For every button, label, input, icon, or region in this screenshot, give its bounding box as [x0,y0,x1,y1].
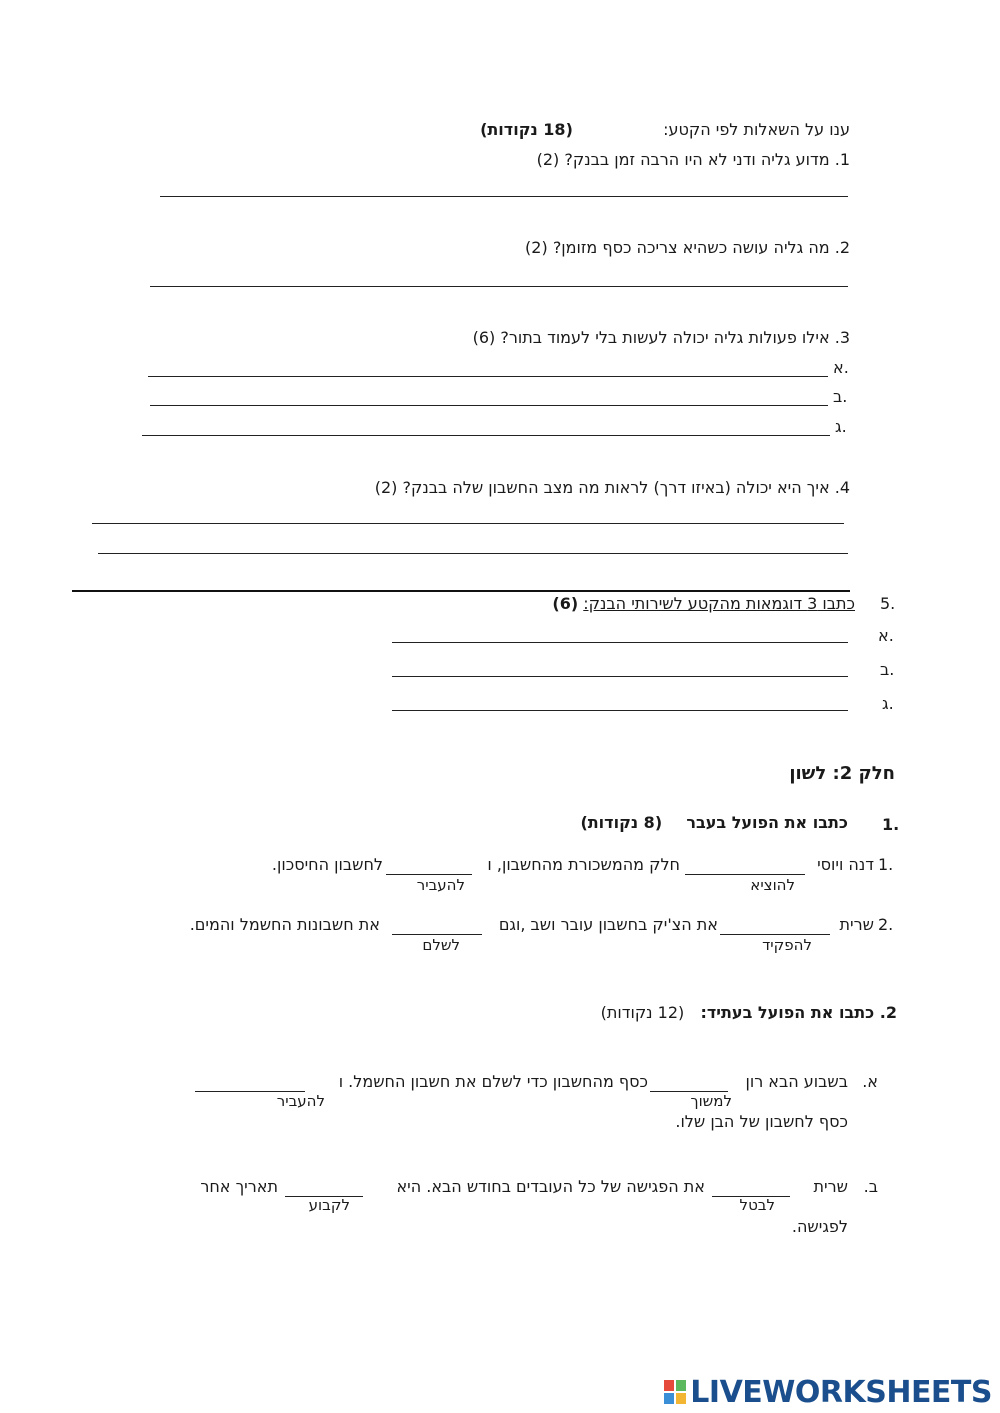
s2-heading [601,1003,897,1022]
answer-1-input[interactable] [160,178,848,197]
s1-item1-hint1: להוציא [750,876,795,894]
s2-points: (12 נקודות) [600,1003,685,1022]
question-3: 3. אילו פעולות גליה יכולה לעשות בלי לעמוד בתור? (6) [472,328,850,347]
s1-heading [580,813,848,832]
s1-title: כתבו את הפועל בעבר [686,813,848,832]
intro-points: (18 נקודות) [480,120,573,139]
logo-square-red [664,1380,674,1391]
s1-item1-word1: דנה ויוסי [817,855,874,874]
answer-3b-input[interactable] [150,387,828,406]
s2-b-word1: שרית [813,1177,848,1196]
s2-title: 2. כתבו את הפועל בעתיד: [700,1003,897,1022]
s1-item2-word2: את הצ'יק בחשבון עובר ושב ,וגם [498,915,718,934]
answer-5c-input[interactable] [392,692,848,711]
s1-item2-word1: שרית [839,915,874,934]
q3-label-a: א. [833,358,849,377]
question-5 [552,594,855,613]
s1-item1-word3: לחשבון החיסכון. [271,855,383,874]
logo-square-green [676,1380,686,1391]
logo-mark-icon [664,1380,686,1404]
section-divider [72,590,850,592]
s2-a-word3: כסף לחשבון של הבן שלו. [675,1112,848,1131]
q3-label-c: ג. [835,417,847,436]
s1-item2-blank1[interactable] [720,916,830,935]
answer-2-input[interactable] [150,268,848,287]
s1-item2-hint1: להפקיד [762,936,812,954]
s2-b-word2: את הפגישה של כל העובדים בחודש הבא. היא [396,1177,705,1196]
s1-points: (8 נקודות) [580,813,663,832]
intro-text: ענו על השאלות לפי הקטע: [663,120,850,139]
part2-title: חלק 2: לשון [789,763,895,784]
answer-5b-input[interactable] [392,658,848,677]
s2-a-blank2[interactable] [195,1073,305,1092]
s2-a-letter: א. [862,1072,878,1091]
s1-item1-hint2: להעביר [416,876,465,894]
intro-line [450,120,850,139]
s2-b-hint1: לבטל [739,1196,775,1214]
q5-number: 5. [880,594,896,613]
s1-item1-blank1[interactable] [685,856,805,875]
s2-b-blank1[interactable] [712,1178,790,1197]
q3-label-b: ב. [833,387,848,406]
q5-label-b: ב. [880,660,895,679]
s2-a-word1: בשבוע הבא רון [745,1072,848,1091]
s2-a-hint1: למשוך [690,1092,732,1110]
s2-b-word3: תאריך אחר [200,1177,278,1196]
s1-item1-word2: חלק מהמשכורת מהחשבון, ו [487,855,680,874]
q5-label-a: א. [878,626,894,645]
s2-a-word2: כסף מהחשבון כדי לשלם את חשבון החשמל. ו [338,1072,648,1091]
question-4: 4. איך היא יכולה (באיזו דרך) לראות מה מצב החשבון שלה בבנק? (2) [374,478,850,497]
s2-a-blank1[interactable] [650,1073,728,1092]
question-1: 1. מדוע גליה ודני לא היו הרבה זמן בבנק? (2) [536,150,850,169]
answer-4b-input[interactable] [98,535,848,554]
logo-square-blue [664,1393,674,1404]
s2-b-hint2: לקבוע [308,1196,350,1214]
s1-number: 1. [882,815,900,834]
answer-3c-input[interactable] [142,417,830,436]
s2-b-blank2[interactable] [285,1178,363,1197]
answer-4a-input[interactable] [92,505,844,524]
liveworksheets-logo [664,1375,992,1409]
s1-item1-blank2[interactable] [386,856,472,875]
s1-item2-word3: את חשבונות החשמל והמים. [189,915,380,934]
s1-item2-number: 2. [878,915,894,934]
s2-b-letter: ב. [863,1177,878,1196]
q5-points: (6) [552,594,579,613]
s1-item2-hint2: לשלם [422,936,460,954]
s1-item1-number: 1. [878,855,894,874]
question-2: 2. מה גליה עושה כשהיא צריכה כסף מזומן? (2) [525,238,850,257]
answer-5a-input[interactable] [392,624,848,643]
q5-text: כתבו 3 דוגמאות מהקטע לשירותי הבנק: [583,594,855,613]
s2-b-word4: לפגישה. [791,1217,848,1236]
logo-text: LIVEWORKSHEETS [690,1374,992,1410]
s1-item2-blank2[interactable] [392,916,482,935]
q5-label-c: ג. [882,694,894,713]
s2-a-hint2: להעביר [276,1092,325,1110]
logo-square-yellow [676,1393,686,1404]
answer-3a-input[interactable] [148,358,828,377]
